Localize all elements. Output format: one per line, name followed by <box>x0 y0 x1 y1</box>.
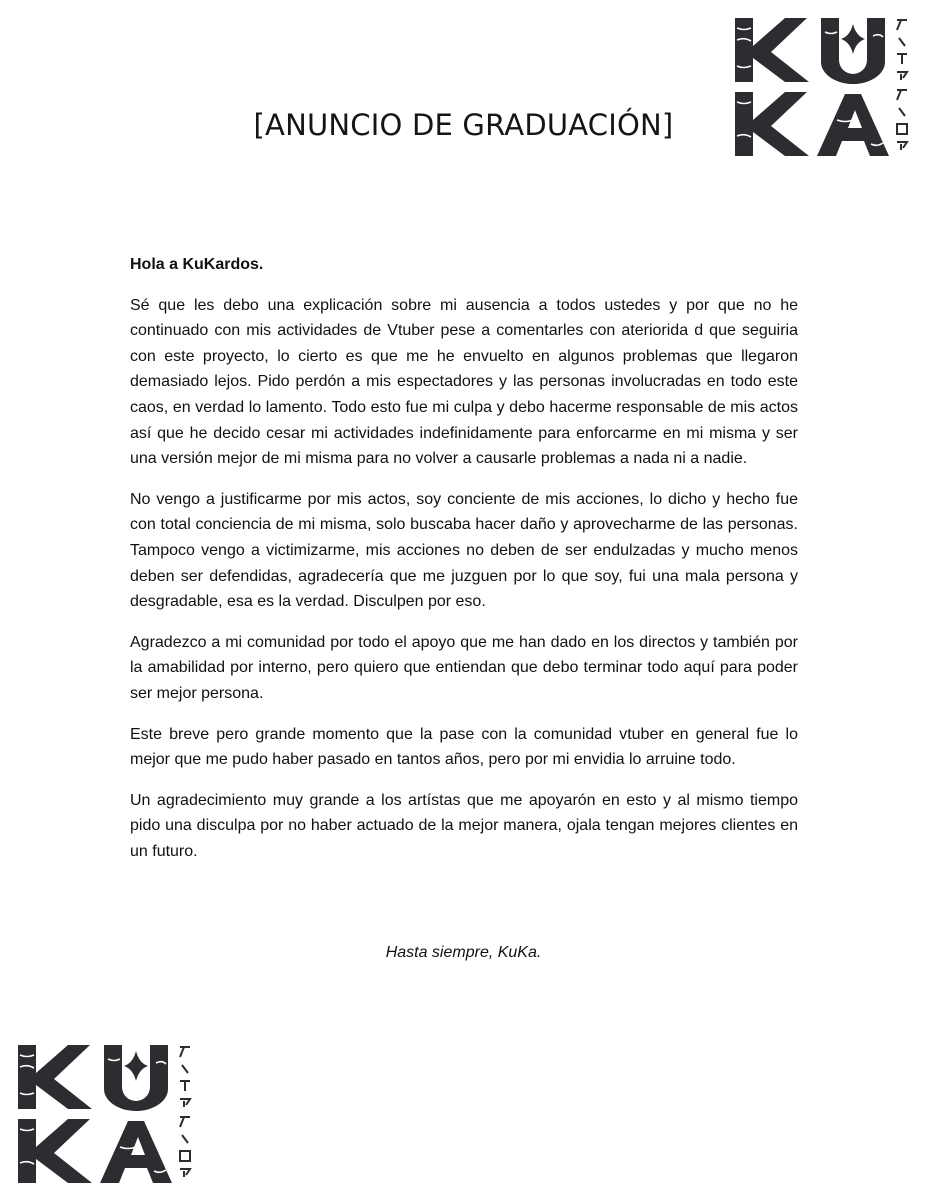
paragraph-5: Un agradecimiento muy grande a los artístas que me apoyarón en esto y al mismo tiempo pido una disculpa por no haber actuado de la mejor manera, ojala tengan mejores clientes en un futuro. <box>130 791 798 860</box>
page-title: [ANUNCIO DE GRADUACIÓN] <box>253 108 674 142</box>
kuka-logo-bottom <box>16 1043 196 1185</box>
greeting: Hola a KuKardos. <box>130 256 264 273</box>
signature: Hasta siempre, KuKa. <box>385 944 542 961</box>
paragraph-3: Agradezco a mi comunidad por todo el apoyo que me han dado en los directos y también por la amabilidad por interno, pero quiero que entiendan que debo terminar todo aquí para poder ser mejor persona. <box>130 633 798 702</box>
paragraph-2: No vengo a justificarme por mis actos, soy conciente de mis acciones, lo dicho y hecho fue con total conciencia de mi misma, solo buscaba hacer daño y aprovecharme de las personas. Tampoco vengo a victimizarme, mis acciones no deben de ser endulzadas y mucho menos deben ser defendidas, agradecería que me juzguen por lo que soy, fui una mala persona y desgradable, esa es la verdad. Disculpen por eso. <box>130 490 798 611</box>
paragraph-4: Este breve pero grande momento que la pase con la comunidad vtuber en general fue lo mejor que me pudo haber pasado en tantos años, pero por mi envidia lo arruine todo. <box>130 725 798 769</box>
paragraph-1: Sé que les debo una explicación sobre mi ausencia a todos ustedes y por que no he continuado con mis actividades de Vtuber pese a comentarles con ateriorida d que seguiria con este proyecto, lo cierto es que me he envuelto en algunos problemas que llegaron demasiado lejos. Pido perdón a mis espectadores y las personas involucradas en todo este caos, en verdad lo lamento. Todo esto fue mi culpa y debo hacerme responsable de mis actos así que he decido cesar mi actividades indefinidamente para enforcarme en mi misma y ser una versión mejor de mi misma para no volver a causarle problemas a nada ni a nadie. <box>130 296 798 468</box>
letter-body <box>130 252 798 879</box>
